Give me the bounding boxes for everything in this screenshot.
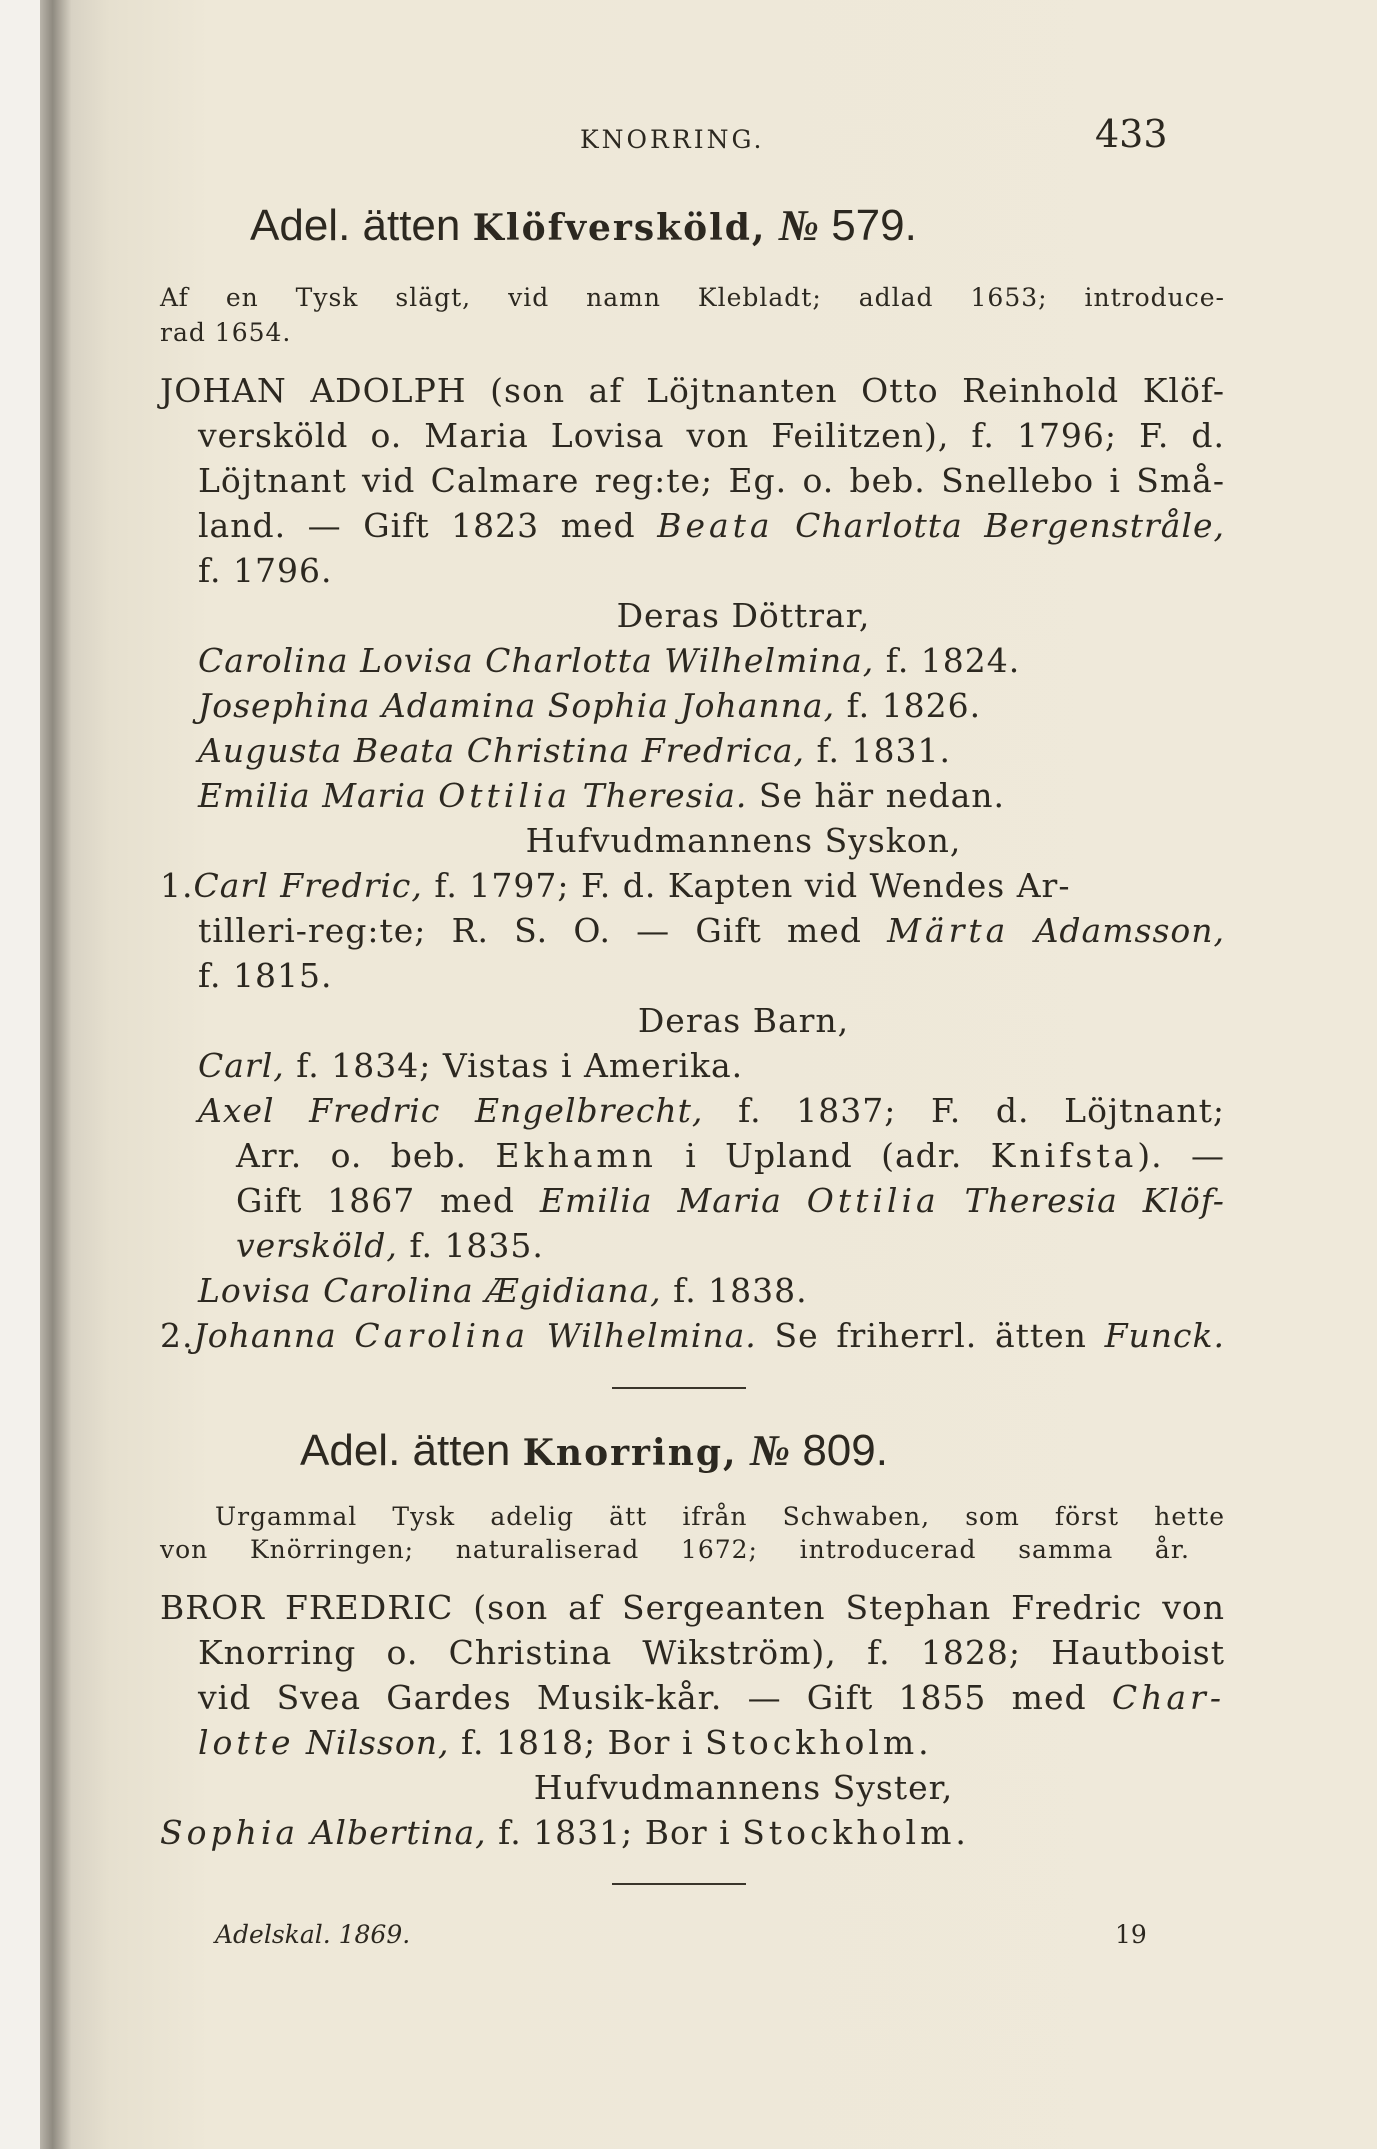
title-prefix: Adel. ätten — [250, 201, 461, 250]
intro-line: rad 1654. — [160, 318, 292, 347]
place-name: Stockholm. — [742, 1813, 970, 1852]
book-page — [110, 0, 1377, 2149]
person-name: Albertina, — [310, 1813, 487, 1852]
sibling-entry — [160, 1313, 1225, 1358]
section-divider — [612, 1883, 746, 1885]
person-name: Johanna — [193, 1316, 337, 1355]
text-line: Löjtnant vid Calmare reg:te; Eg. o. beb. Snellebo i Små- — [198, 461, 1225, 500]
name-run: lotte — [198, 1723, 295, 1762]
birth-year: f. 1831. — [816, 731, 952, 770]
text-run: vid Svea Gardes Musik-kår. — Gift 1855 med — [198, 1678, 1087, 1717]
intro-line: von Knörringen; naturaliserad 1672; introducerad samma år. — [160, 1535, 1190, 1564]
text-run: Arr. o. beb. — [236, 1136, 467, 1175]
name-run: Beata — [657, 506, 774, 545]
name-run: Char- — [1111, 1678, 1225, 1717]
child-entry — [198, 1088, 1225, 1133]
cross-reference: Se friherrl. ätten — [774, 1316, 1087, 1355]
section-title-knorring — [300, 1425, 888, 1476]
sibling-entry — [160, 863, 1225, 908]
text-line: Knorring o. Christina Wikström), f. 1828; Hautboist — [198, 1633, 1225, 1672]
person-name: Ottilia — [438, 776, 572, 815]
person-name: Theresia Klöf- — [964, 1181, 1225, 1220]
text-run: f. 1797; F. d. Kapten vid Wendes Ar- — [434, 866, 1071, 905]
text-line — [198, 908, 1225, 953]
family-name: Knorring, — [522, 1432, 738, 1474]
text-run: f. 1831; Bor i — [498, 1813, 731, 1852]
subheading-daughters: Deras Döttrar, — [616, 596, 871, 635]
entry-number: 1. — [160, 866, 194, 905]
running-head: KNORRING. — [580, 125, 765, 154]
daughter-entry — [198, 638, 1020, 683]
text-line: BROR FREDRIC (son af Sergeanten Stephan Fredric von — [160, 1588, 1225, 1627]
family-reference: Funck. — [1104, 1316, 1225, 1355]
entry-number: 2. — [160, 1316, 194, 1355]
person-name: Carl, — [198, 1046, 285, 1085]
text-run: land. — Gift 1823 med — [198, 506, 636, 545]
text-line — [198, 1720, 933, 1765]
birth-year: f. 1824. — [885, 641, 1021, 680]
subheading-children: Deras Barn, — [637, 1001, 850, 1040]
text-line — [236, 1178, 1225, 1223]
family-name: Klöfversköld, — [472, 207, 767, 249]
text-line: f. 1815. — [198, 956, 333, 995]
intro-line: Af en Tysk slägt, vid namn Klebladt; adlad 1653; introduce- — [160, 283, 1225, 312]
person-name: Ottilia — [806, 1181, 940, 1220]
text-run: Gift 1867 med — [236, 1181, 516, 1220]
book-fold-shadow — [40, 0, 110, 2149]
person-name: Lovisa Carolina Ægidiana, — [198, 1271, 662, 1310]
text-run: f. 1834; Vistas i Amerika. — [296, 1046, 744, 1085]
text-line — [198, 503, 1225, 548]
intro-line: Urgammal Tysk adelig ätt ifrån Schwaben, som först hette — [215, 1502, 1225, 1531]
text-run: i Upland (adr. — [685, 1136, 963, 1175]
name-run: Nilsson, — [305, 1723, 450, 1762]
name-run: Adamsson, — [1034, 911, 1225, 950]
text-line — [236, 1223, 544, 1268]
text-line — [236, 1133, 1225, 1178]
daughter-entry — [198, 728, 951, 773]
place-name: Knifsta — [990, 1136, 1138, 1175]
person-name: Augusta Beata Christina Fredrica, — [198, 731, 806, 770]
person-name: Sophia — [160, 1813, 300, 1852]
number-sign: № — [778, 201, 819, 250]
birth-year: f. 1838. — [673, 1271, 808, 1310]
number-sign: № — [749, 1426, 791, 1475]
subheading-siblings: Hufvudmannens Syskon, — [525, 821, 962, 860]
person-name: Carolina — [354, 1316, 530, 1355]
text-run: ). — — [1137, 1136, 1226, 1175]
person-name: Wilhelmina. — [546, 1316, 757, 1355]
child-entry — [198, 1268, 808, 1313]
sister-entry — [160, 1810, 970, 1855]
birth-year: f. 1826. — [846, 686, 982, 725]
daughter-entry — [198, 683, 981, 728]
person-name: Axel Fredric Engelbrecht, — [198, 1091, 704, 1130]
person-name: Emilia Maria — [198, 776, 427, 815]
section-divider — [612, 1387, 746, 1389]
text-run: f. 1837; F. d. Löjtnant; — [738, 1091, 1225, 1130]
text-run: tilleri-reg:te; R. S. O. — Gift med — [198, 911, 862, 950]
birth-year: f. 1835. — [409, 1226, 544, 1265]
person-name: Josephina Adamina Sophia Johanna, — [198, 686, 836, 725]
child-entry — [198, 1043, 743, 1088]
text-line: f. 1796. — [198, 551, 333, 590]
title-prefix: Adel. ätten — [300, 1426, 511, 1475]
section-title-klofverskold — [250, 200, 917, 251]
cross-reference: Se här nedan. — [758, 776, 1006, 815]
signature-mark: Adelskal. 1869. — [215, 1920, 411, 1949]
text-line: JOHAN ADOLPH (son af Löjtnanten Otto Reinhold Klöf- — [160, 371, 1225, 410]
person-name: Emilia Maria — [539, 1181, 782, 1220]
place-name: Ekhamn — [495, 1136, 657, 1175]
sheet-number: 19 — [1115, 1920, 1147, 1949]
registry-number: 809. — [802, 1426, 888, 1475]
place-name: Stockholm. — [705, 1723, 933, 1762]
person-name: versköld, — [236, 1226, 398, 1265]
margin-strip — [0, 0, 40, 2149]
text-line — [198, 1675, 1225, 1720]
text-line: versköld o. Maria Lovisa von Feilitzen), f. 1796; F. d. — [198, 416, 1225, 455]
person-name: Theresia. — [582, 776, 748, 815]
page-number: 433 — [1095, 112, 1168, 156]
registry-number: 579. — [831, 201, 917, 250]
daughter-entry — [198, 773, 1005, 818]
name-run: Charlotta Bergenstråle, — [795, 506, 1225, 545]
subheading-sister: Hufvudmannens Syster, — [533, 1768, 954, 1807]
person-name: Carl Fredric, — [193, 866, 423, 905]
person-name: Carolina Lovisa Charlotta Wilhelmina, — [198, 641, 875, 680]
text-run: f. 1818; Bor i — [460, 1723, 694, 1762]
name-run: Märta — [887, 911, 1010, 950]
